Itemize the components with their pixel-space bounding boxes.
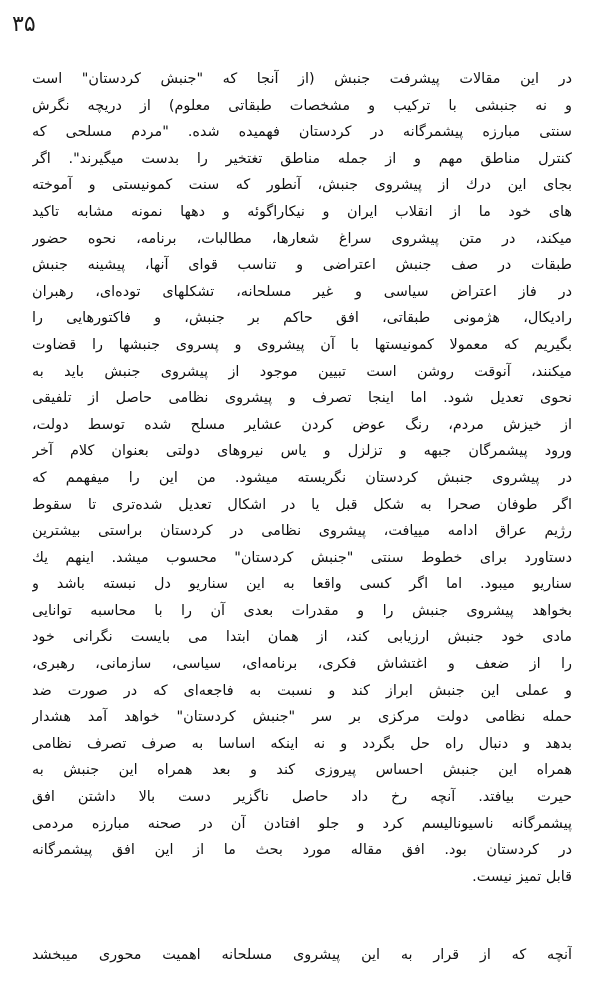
text-line: سنتی مبارزه پیشمرگانه در کردستان فهمیده شده. "مردم مسلحی که <box>32 124 572 141</box>
text-line: سناریو میبود. اما اگر کسی واقعا به این سناریو دل نبسته باشد و <box>32 576 572 593</box>
text-line: میکند، در متن پیشروی سراغ شعارها، مطالبات، برنامه، نحوه حضور <box>32 230 572 247</box>
text-line: دستاورد برای خطوط سنتی "جنبش کردستان" محسوب میشد. اینهم یك <box>32 549 572 566</box>
text-line: رژیم عراق ادامه مییافت، پیشروی نظامی در کردستان براستی بیشترین <box>32 523 572 540</box>
text-line: بجای این درك از پیشروی جنبش، آنطور که سنت کمونیستی و آموخته <box>32 177 572 194</box>
paragraph-2: آنچه که از قرار به این پیشروی مسلحانه اهمیت محوری میبخشد <box>32 947 572 963</box>
text-line: ورود پیشمرگان جبهه و تزلزل و یاس نیروهای دولتی بعنوان کلام آخر <box>32 443 572 460</box>
text-line: پیشمرگانه ناسیونالیسم کرد و جلو افتادن آن در صحنه مبارزه مردمی <box>32 815 572 832</box>
text-line: بخواهد پیشروی جنبش را و مقدرات بعدی آن را با محاسبه توانایی <box>32 602 572 619</box>
text-line: حیرت بیافتد. آنچه رخ داد حاصل ناگزیر دست بالا داشتن افق <box>32 789 572 806</box>
text-line: و عملی این جنبش ابراز کند و نسبت به فاجعه‌ای که در صورت ضد <box>32 682 572 699</box>
text-line: و نه جنبشی با ترکیب و مشخصات طبقاتی معلوم) از دریچه نگرش <box>32 97 572 114</box>
text-line: طبقات در صف جنبش اعتراضی و تناسب قوای آنها، پیشینه جنبش <box>32 257 572 274</box>
text-line: اگر طوفان صحرا به شکل قبل یا در اشکال تعدیل شده‌تری تا سقوط <box>32 496 572 513</box>
text-line: همراه این جنبش احساس پیروزی کند و بعد همراه این جنبش به <box>32 762 572 779</box>
text-line: در پیشروی جنبش کردستان نگریسته میشود. من این را میفهمم که <box>32 469 572 486</box>
text-line: قابل تمیز نیست. <box>472 868 572 885</box>
text-line: رادیکال، هژمونی طبقاتی، افق حاکم بر جنبش، و فاکتورهایی را <box>32 310 572 327</box>
text-line: در این مقالات پیشرفت جنبش (از آنجا که "جنبش کردستان" است <box>32 71 572 87</box>
text-line: از خیزش مردم، رنگ عوض کردن عشایر مسلح شده توسط دولت، <box>32 416 572 433</box>
text-line: مادی خود جنبش ارزیابی کند، از همان ابتدا می بایست نگرانی خود <box>32 629 572 646</box>
paragraph-1 <box>32 66 572 890</box>
text-line: های خود ما از انقلاب ایران و نیکاراگوئه و دهها نمونه مشابه تاکید <box>32 203 572 220</box>
text-line: کنترل مناطق مهم و از جمله مناطق تغتخیر را بدست میگیرند". اگر <box>32 150 572 167</box>
text-line: میکنند، آنوقت روشن است تبیین موجود از پیشروی جنبش باید به <box>32 363 572 380</box>
text-line: بدهد و دنبال راه حل بگردد و نه اینکه اساسا به صرف تصرف نظامی <box>32 735 572 752</box>
page-number: ۳۵ <box>12 12 36 37</box>
text-line: حمله نظامی دولت مرکزی بر سر "جنبش کردستان" خواهد آمد هشدار <box>32 709 572 726</box>
text-line: در کردستان بود. افق مقاله مورد بحث ما از این افق پیشمرگانه <box>32 842 572 859</box>
text-line: نحوی تعدیل شود. اما اینجا تصرف و پیشروی نظامی حاصل از تلفیقی <box>32 390 572 407</box>
text-line: را از ضعف و اغتشاش فکری، برنامه‌ای، سیاسی، سازمانی، رهبری، <box>32 656 572 673</box>
text-line: در فاز اعتراض سیاسی و غیر مسلحانه، تشکلهای توده‌ای، رهبران <box>32 283 572 300</box>
text-line: بگیریم که معمولا کمونیستها با آن پیشروی و پسروی جنبشها را قضاوت <box>32 336 572 353</box>
